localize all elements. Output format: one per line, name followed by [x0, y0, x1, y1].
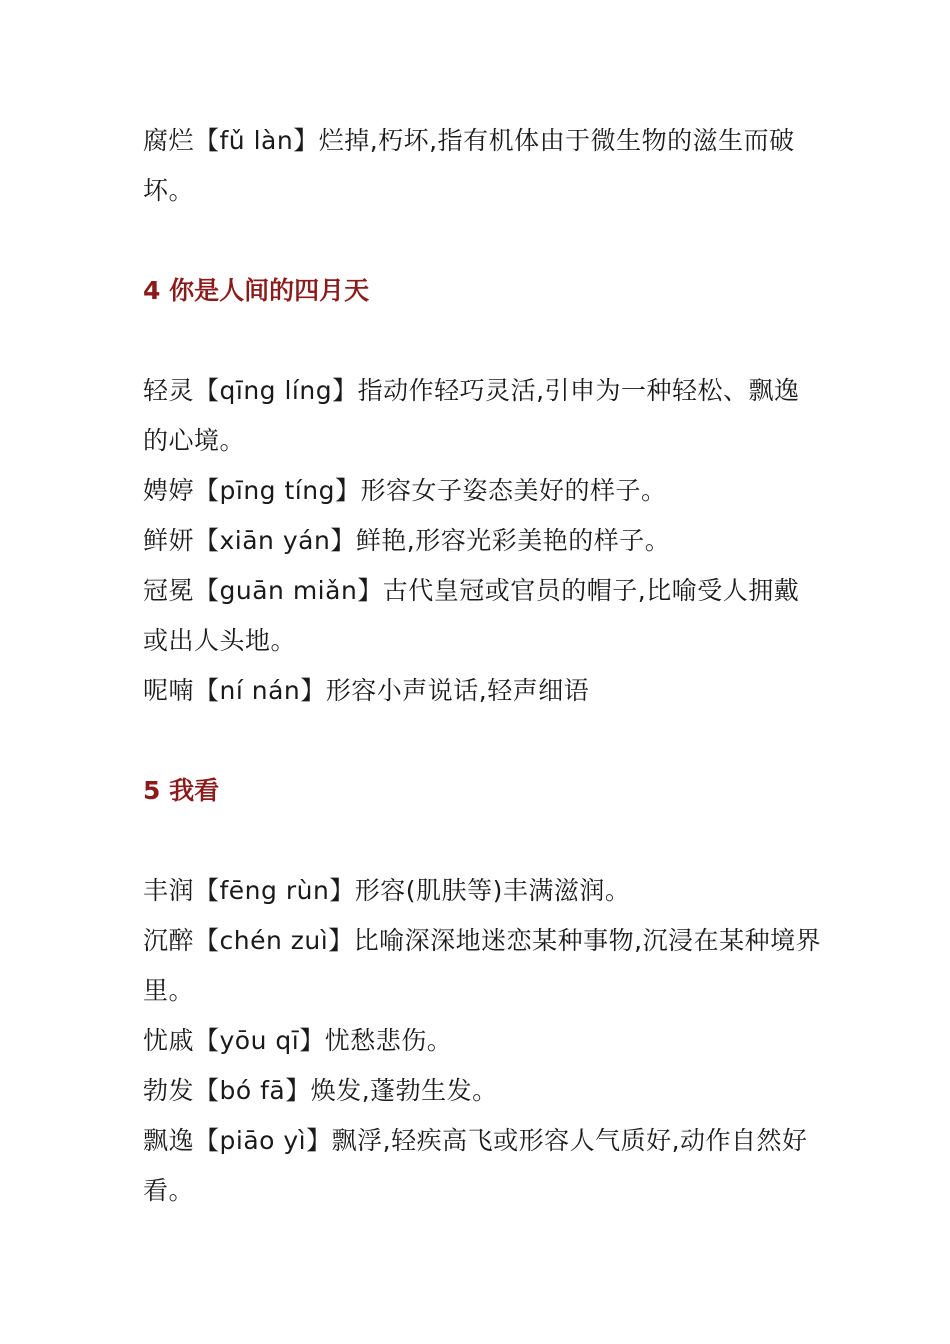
spacer	[143, 816, 823, 866]
vocab-entry: 鲜妍【xiān yán】鲜艳,形容光彩美艳的样子。	[143, 526, 671, 555]
document-page	[143, 116, 823, 1216]
vocab-entry: 冠冕【guān miǎn】古代皇冠或官员的帽子,比喻受人拥戴或出人头地。	[143, 576, 800, 655]
spacer	[143, 716, 823, 766]
section-title-5: 5 我看	[143, 776, 220, 805]
spacer	[143, 316, 823, 366]
vocab-entry: 勃发【bó fā】焕发,蓬勃生发。	[143, 1076, 498, 1105]
vocab-entry: 忧戚【yōu qī】忧愁悲伤。	[143, 1026, 453, 1055]
spacer	[143, 216, 823, 266]
vocab-entry: 腐烂【fǔ làn】烂掉,朽坏,指有机体由于微生物的滋生而破坏。	[143, 126, 795, 205]
vocab-entry: 丰润【fēng rùn】形容(肌肤等)丰满滋润。	[143, 876, 631, 905]
section-title-4: 4 你是人间的四月天	[143, 276, 370, 305]
vocab-entry: 呢喃【ní nán】形容小声说话,轻声细语	[143, 676, 590, 705]
vocab-entry: 沉醉【chén zuì】比喻深深地迷恋某种事物,沉浸在某种境界里。	[143, 926, 822, 1005]
vocab-entry: 轻灵【qīng líng】指动作轻巧灵活,引申为一种轻松、飘逸的心境。	[143, 376, 800, 455]
vocab-entry: 飘逸【piāo yì】飘浮,轻疾高飞或形容人气质好,动作自然好看。	[143, 1126, 808, 1205]
vocab-entry: 娉婷【pīng tíng】形容女子姿态美好的样子。	[143, 476, 667, 505]
